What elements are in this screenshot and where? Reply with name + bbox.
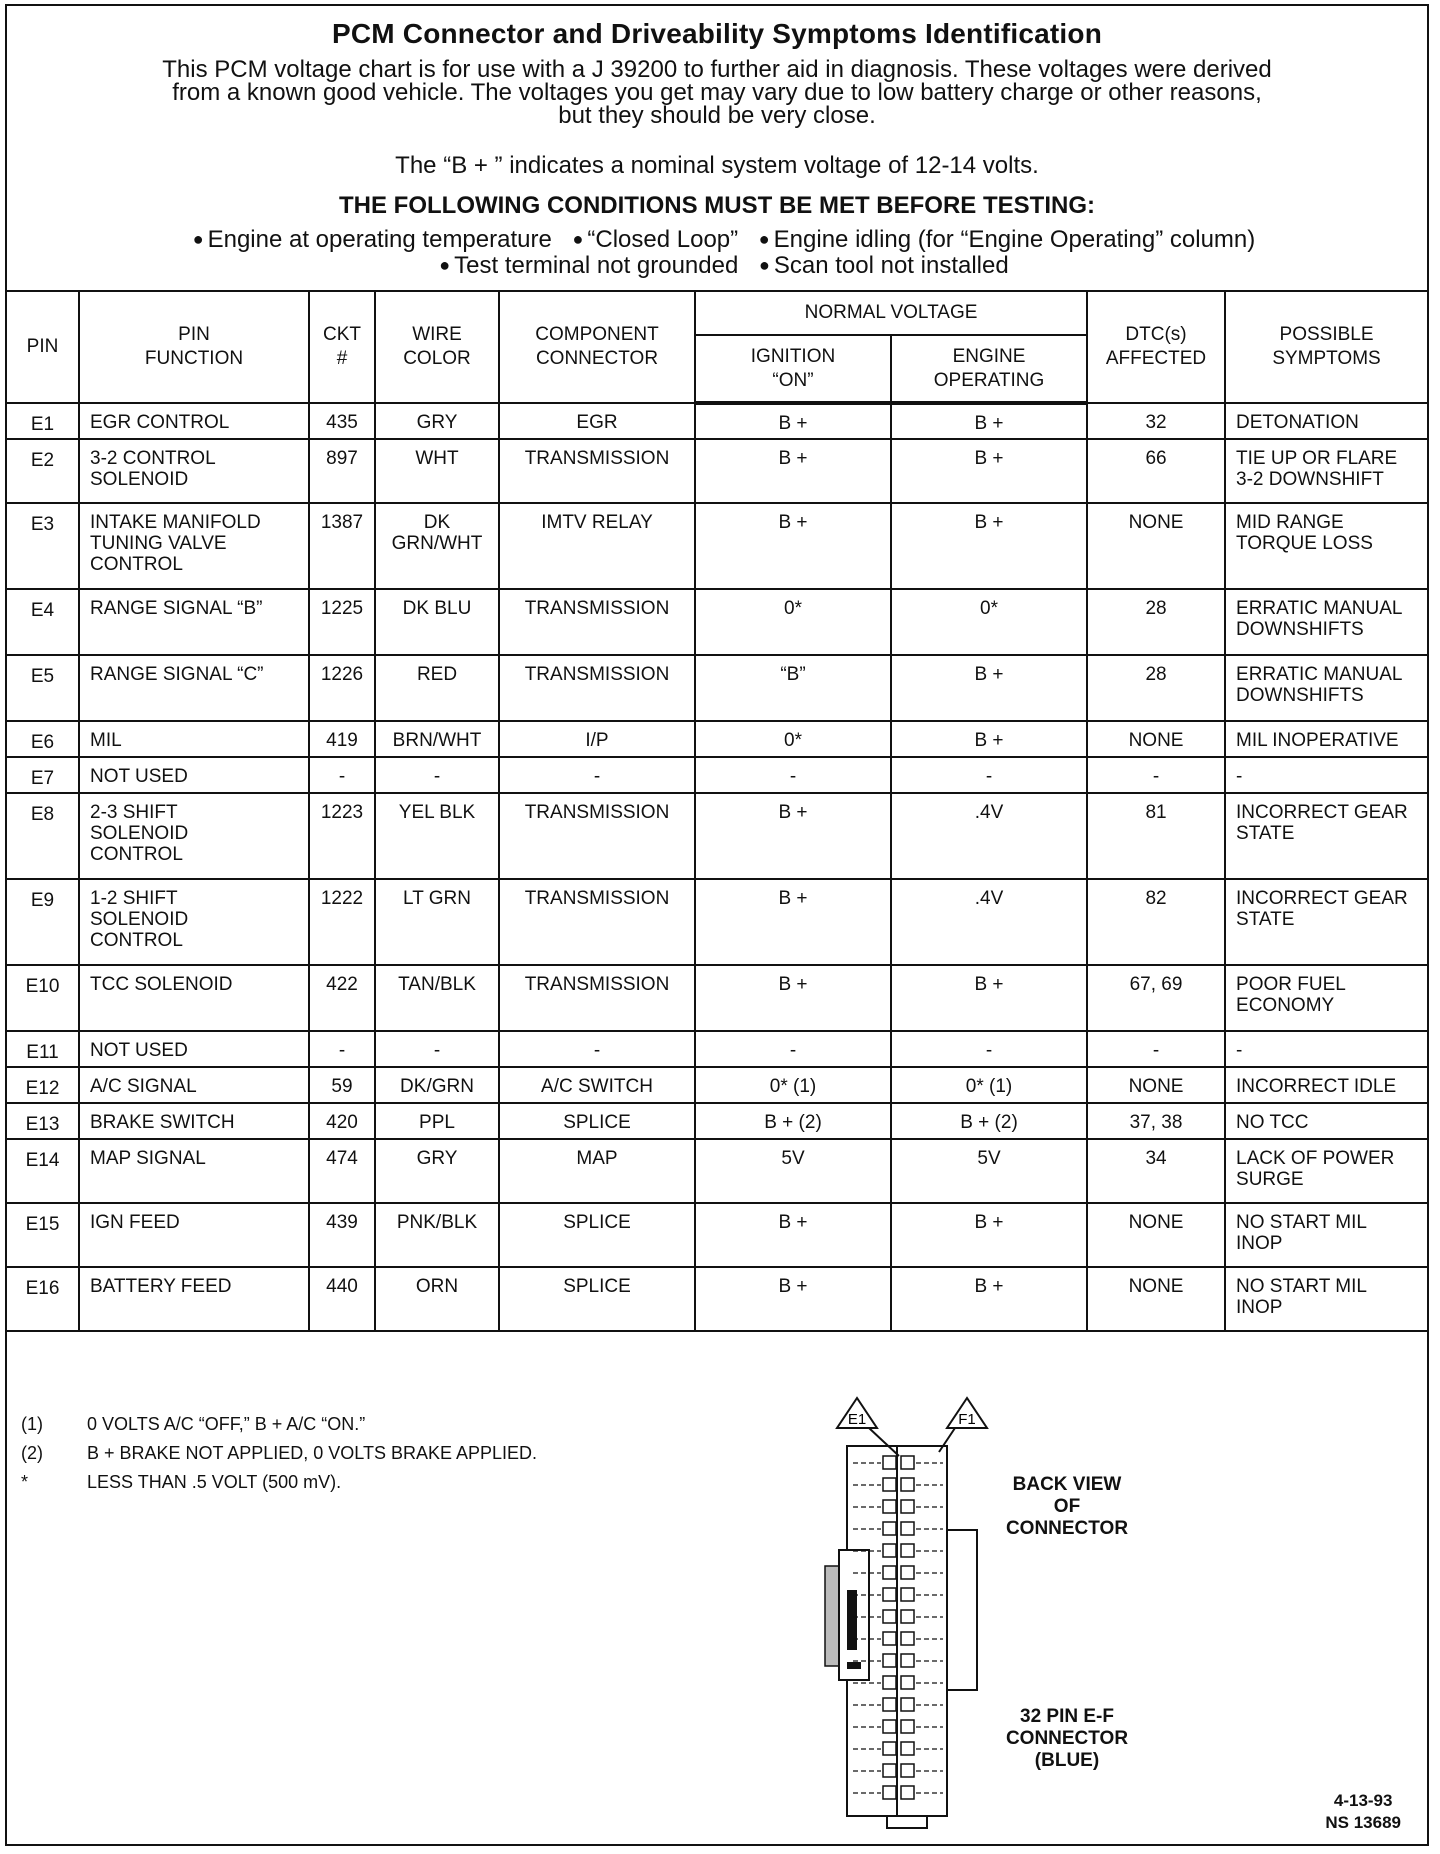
ignition-voltage-cell: B + — [695, 879, 891, 965]
ignition-voltage-cell: B + (2) — [695, 1103, 891, 1139]
component-cell: A/C SWITCH — [499, 1067, 695, 1103]
pin-cell: E10 — [7, 965, 79, 1031]
table-row — [7, 757, 1427, 793]
component-cell: SPLICE — [499, 1203, 695, 1267]
condition-item: Test terminal not grounded — [454, 252, 739, 279]
dtc-cell: NONE — [1087, 1203, 1225, 1267]
engine-voltage-cell: B + — [891, 503, 1087, 589]
header-component-connector: COMPONENT CONNECTOR — [499, 291, 695, 403]
intro-line: This PCM voltage chart is for use with a J 39200 to further aid in diagnosis. These voltages were derived — [162, 56, 1272, 83]
ckt-cell: 1226 — [309, 655, 375, 721]
ignition-voltage-cell: - — [695, 757, 891, 793]
symptoms-cell: ERRATIC MANUAL DOWNSHIFTS — [1225, 589, 1427, 655]
ckt-cell: - — [309, 1031, 375, 1067]
ckt-cell: 1387 — [309, 503, 375, 589]
wire-color-cell: WHT — [375, 439, 499, 503]
pcm-voltage-table — [7, 290, 1427, 1332]
function-cell: MAP SIGNAL — [79, 1139, 309, 1203]
symptoms-cell: - — [1225, 1031, 1427, 1067]
engine-voltage-cell: B + — [891, 403, 1087, 439]
engine-voltage-cell: - — [891, 757, 1087, 793]
component-cell: SPLICE — [499, 1267, 695, 1331]
footnotes — [21, 1410, 537, 1497]
ignition-voltage-cell: 0* (1) — [695, 1067, 891, 1103]
dtc-cell: NONE — [1087, 721, 1225, 757]
table-row — [7, 1067, 1427, 1103]
engine-voltage-cell: .4V — [891, 793, 1087, 879]
dtc-cell: NONE — [1087, 1267, 1225, 1331]
ckt-cell: 59 — [309, 1067, 375, 1103]
dtc-cell: 32 — [1087, 403, 1225, 439]
table-row — [7, 793, 1427, 879]
symptoms-cell: TIE UP OR FLARE 3-2 DOWNSHIFT — [1225, 439, 1427, 503]
engine-voltage-cell: B + (2) — [891, 1103, 1087, 1139]
wire-color-cell: RED — [375, 655, 499, 721]
symptoms-cell: MIL INOPERATIVE — [1225, 721, 1427, 757]
ckt-cell: 1223 — [309, 793, 375, 879]
component-cell: TRANSMISSION — [499, 879, 695, 965]
symptoms-cell: INCORRECT IDLE — [1225, 1067, 1427, 1103]
e1-marker: E1 — [847, 1411, 867, 1428]
pin-cell: E1 — [7, 403, 79, 439]
dtc-cell: 67, 69 — [1087, 965, 1225, 1031]
symptoms-cell: NO START MIL INOP — [1225, 1203, 1427, 1267]
function-cell: 3-2 CONTROL SOLENOID — [79, 439, 309, 503]
dtc-cell: 66 — [1087, 439, 1225, 503]
symptoms-cell: NO TCC — [1225, 1103, 1427, 1139]
back-view-label: BACK VIEW OF CONNECTOR — [1005, 1474, 1129, 1539]
ignition-voltage-cell: B + — [695, 965, 891, 1031]
chart-header — [7, 6, 1427, 292]
pin-cell: E9 — [7, 879, 79, 965]
ckt-cell: 440 — [309, 1267, 375, 1331]
chart-sheet — [5, 4, 1429, 1846]
table-row — [7, 879, 1427, 965]
dtc-cell: - — [1087, 1031, 1225, 1067]
header-dtc: DTC(s) AFFECTED — [1087, 291, 1225, 403]
wire-color-cell: - — [375, 1031, 499, 1067]
function-cell: NOT USED — [79, 757, 309, 793]
engine-voltage-cell: B + — [891, 1203, 1087, 1267]
wire-color-cell: PNK/BLK — [375, 1203, 499, 1267]
symptoms-cell: LACK OF POWER SURGE — [1225, 1139, 1427, 1203]
conditions-title: THE FOLLOWING CONDITIONS MUST BE MET BEFORE TESTING: — [339, 192, 1095, 219]
document-id: 4-13-93 NS 13689 — [1325, 1791, 1401, 1832]
wire-color-cell: DK BLU — [375, 589, 499, 655]
engine-voltage-cell: B + — [891, 655, 1087, 721]
ignition-voltage-cell: 0* — [695, 589, 891, 655]
header-engine-operating: ENGINE OPERATING — [891, 335, 1087, 403]
component-cell: I/P — [499, 721, 695, 757]
table-row — [7, 1203, 1427, 1267]
dtc-cell: 28 — [1087, 655, 1225, 721]
engine-voltage-cell: B + — [891, 1267, 1087, 1331]
symptoms-cell: NO START MIL INOP — [1225, 1267, 1427, 1331]
engine-voltage-cell: .4V — [891, 879, 1087, 965]
ckt-cell: 1222 — [309, 879, 375, 965]
table-row — [7, 1139, 1427, 1203]
bullet-icon: ● — [439, 255, 451, 275]
pin-cell: E6 — [7, 721, 79, 757]
table-row — [7, 589, 1427, 655]
footnote: (1) 0 VOLTS A/C “OFF,” B + A/C “ON.” — [21, 1414, 366, 1434]
wire-color-cell: TAN/BLK — [375, 965, 499, 1031]
function-cell: NOT USED — [79, 1031, 309, 1067]
dtc-cell: 34 — [1087, 1139, 1225, 1203]
symptoms-cell: INCORRECT GEAR STATE — [1225, 793, 1427, 879]
wire-color-cell: DK/GRN — [375, 1067, 499, 1103]
dtc-cell: 37, 38 — [1087, 1103, 1225, 1139]
ckt-cell: 435 — [309, 403, 375, 439]
b-plus-note: The “B + ” indicates a nominal system voltage of 12-14 volts. — [395, 152, 1039, 179]
function-cell: INTAKE MANIFOLD TUNING VALVE CONTROL — [79, 503, 309, 589]
pin-cell: E16 — [7, 1267, 79, 1331]
pin-count-label: 32 PIN E-F CONNECTOR (BLUE) — [1005, 1706, 1129, 1771]
pin-cell: E7 — [7, 757, 79, 793]
function-cell: TCC SOLENOID — [79, 965, 309, 1031]
footnote: * LESS THAN .5 VOLT (500 mV). — [21, 1472, 342, 1492]
component-cell: - — [499, 757, 695, 793]
function-cell: IGN FEED — [79, 1203, 309, 1267]
intro-line: but they should be very close. — [558, 102, 876, 129]
wire-color-cell: ORN — [375, 1267, 499, 1331]
pin-cell: E12 — [7, 1067, 79, 1103]
table-row — [7, 1031, 1427, 1067]
intro-line: from a known good vehicle. The voltages you get may vary due to low battery charge or other reasons, — [172, 79, 1262, 106]
engine-voltage-cell: 5V — [891, 1139, 1087, 1203]
pin-cell: E2 — [7, 439, 79, 503]
ignition-voltage-cell: B + — [695, 793, 891, 879]
footnote: (2) B + BRAKE NOT APPLIED, 0 VOLTS BRAKE APPLIED. — [21, 1443, 538, 1463]
ckt-cell: 897 — [309, 439, 375, 503]
engine-voltage-cell: B + — [891, 965, 1087, 1031]
dtc-cell: NONE — [1087, 1067, 1225, 1103]
function-cell: EGR CONTROL — [79, 403, 309, 439]
condition-item: Engine idling (for “Engine Operating” column) — [773, 226, 1256, 253]
condition-item: Scan tool not installed — [773, 252, 1009, 279]
component-cell: TRANSMISSION — [499, 793, 695, 879]
ckt-cell: 420 — [309, 1103, 375, 1139]
symptoms-cell: ERRATIC MANUAL DOWNSHIFTS — [1225, 655, 1427, 721]
connector-back-view-icon — [817, 1390, 1007, 1840]
wire-color-cell: BRN/WHT — [375, 721, 499, 757]
component-cell: MAP — [499, 1139, 695, 1203]
component-cell: SPLICE — [499, 1103, 695, 1139]
pin-cell: E5 — [7, 655, 79, 721]
ckt-cell: 439 — [309, 1203, 375, 1267]
symptoms-cell: INCORRECT GEAR STATE — [1225, 879, 1427, 965]
symptoms-cell: MID RANGE TORQUE LOSS — [1225, 503, 1427, 589]
table-row — [7, 439, 1427, 503]
ckt-cell: 474 — [309, 1139, 375, 1203]
engine-voltage-cell: 0* — [891, 589, 1087, 655]
component-cell: TRANSMISSION — [499, 589, 695, 655]
header-pin: PIN — [7, 291, 79, 403]
ignition-voltage-cell: - — [695, 1031, 891, 1067]
dtc-cell: 82 — [1087, 879, 1225, 965]
symptoms-cell: - — [1225, 757, 1427, 793]
table-row — [7, 1267, 1427, 1331]
table-row — [7, 503, 1427, 589]
table-row — [7, 1103, 1427, 1139]
dtc-cell: 81 — [1087, 793, 1225, 879]
bullet-icon: ● — [192, 229, 204, 249]
function-cell: A/C SIGNAL — [79, 1067, 309, 1103]
bullet-icon: ● — [572, 229, 584, 249]
pin-cell: E13 — [7, 1103, 79, 1139]
table-row — [7, 403, 1427, 439]
bullet-icon: ● — [758, 229, 770, 249]
dtc-cell: - — [1087, 757, 1225, 793]
dtc-cell: NONE — [1087, 503, 1225, 589]
wire-color-cell: DK GRN/WHT — [375, 503, 499, 589]
page-title: PCM Connector and Driveability Symptoms Identification — [331, 18, 1102, 49]
component-cell: EGR — [499, 403, 695, 439]
wire-color-cell: GRY — [375, 403, 499, 439]
wire-color-cell: GRY — [375, 1139, 499, 1203]
header-ignition-on: IGNITION “ON” — [695, 335, 891, 403]
component-cell: TRANSMISSION — [499, 655, 695, 721]
ignition-voltage-cell: “B” — [695, 655, 891, 721]
component-cell: TRANSMISSION — [499, 439, 695, 503]
component-cell: - — [499, 1031, 695, 1067]
ckt-cell: 1225 — [309, 589, 375, 655]
table-body — [7, 403, 1427, 1331]
engine-voltage-cell: - — [891, 1031, 1087, 1067]
condition-item: Engine at operating temperature — [207, 226, 552, 253]
symptoms-cell: POOR FUEL ECONOMY — [1225, 965, 1427, 1031]
pin-cell: E3 — [7, 503, 79, 589]
conditions-line-2 — [7, 252, 1427, 280]
bullet-icon: ● — [759, 255, 770, 275]
function-cell: BATTERY FEED — [79, 1267, 309, 1331]
header-normal-voltage: NORMAL VOLTAGE — [695, 291, 1087, 335]
ignition-voltage-cell: 5V — [695, 1139, 891, 1203]
table-row — [7, 965, 1427, 1031]
wire-color-cell: LT GRN — [375, 879, 499, 965]
header-symptoms: POSSIBLE SYMPTOMS — [1225, 291, 1427, 403]
header-wire-color: WIRE COLOR — [375, 291, 499, 403]
ckt-cell: - — [309, 757, 375, 793]
ignition-voltage-cell: B + — [695, 1267, 891, 1331]
engine-voltage-cell: B + — [891, 439, 1087, 503]
wire-color-cell: PPL — [375, 1103, 499, 1139]
function-cell: MIL — [79, 721, 309, 757]
condition-item: “Closed Loop” — [587, 226, 739, 253]
dtc-cell: 28 — [1087, 589, 1225, 655]
ckt-cell: 422 — [309, 965, 375, 1031]
f1-marker: F1 — [958, 1411, 976, 1428]
ignition-voltage-cell: B + — [695, 403, 891, 439]
engine-voltage-cell: 0* (1) — [891, 1067, 1087, 1103]
pin-cell: E11 — [7, 1031, 79, 1067]
function-cell: BRAKE SWITCH — [79, 1103, 309, 1139]
connector-diagram — [817, 1390, 1147, 1840]
header-pin-function: PIN FUNCTION — [79, 291, 309, 403]
ignition-voltage-cell: 0* — [695, 721, 891, 757]
pin-cell: E14 — [7, 1139, 79, 1203]
function-cell: 1-2 SHIFT SOLENOID CONTROL — [79, 879, 309, 965]
ckt-cell: 419 — [309, 721, 375, 757]
table-row — [7, 721, 1427, 757]
component-cell: IMTV RELAY — [499, 503, 695, 589]
header-ckt: CKT # — [309, 291, 375, 403]
function-cell: RANGE SIGNAL “B” — [79, 589, 309, 655]
wire-color-cell: YEL BLK — [375, 793, 499, 879]
function-cell: RANGE SIGNAL “C” — [79, 655, 309, 721]
function-cell: 2-3 SHIFT SOLENOID CONTROL — [79, 793, 309, 879]
ignition-voltage-cell: B + — [695, 503, 891, 589]
conditions-line-1 — [7, 226, 1427, 254]
pin-cell: E15 — [7, 1203, 79, 1267]
ignition-voltage-cell: B + — [695, 1203, 891, 1267]
engine-voltage-cell: B + — [891, 721, 1087, 757]
component-cell: TRANSMISSION — [499, 965, 695, 1031]
intro-paragraph — [47, 58, 1387, 127]
table-row — [7, 655, 1427, 721]
pin-cell: E8 — [7, 793, 79, 879]
pin-cell: E4 — [7, 589, 79, 655]
wire-color-cell: - — [375, 757, 499, 793]
ignition-voltage-cell: B + — [695, 439, 891, 503]
symptoms-cell: DETONATION — [1225, 403, 1427, 439]
